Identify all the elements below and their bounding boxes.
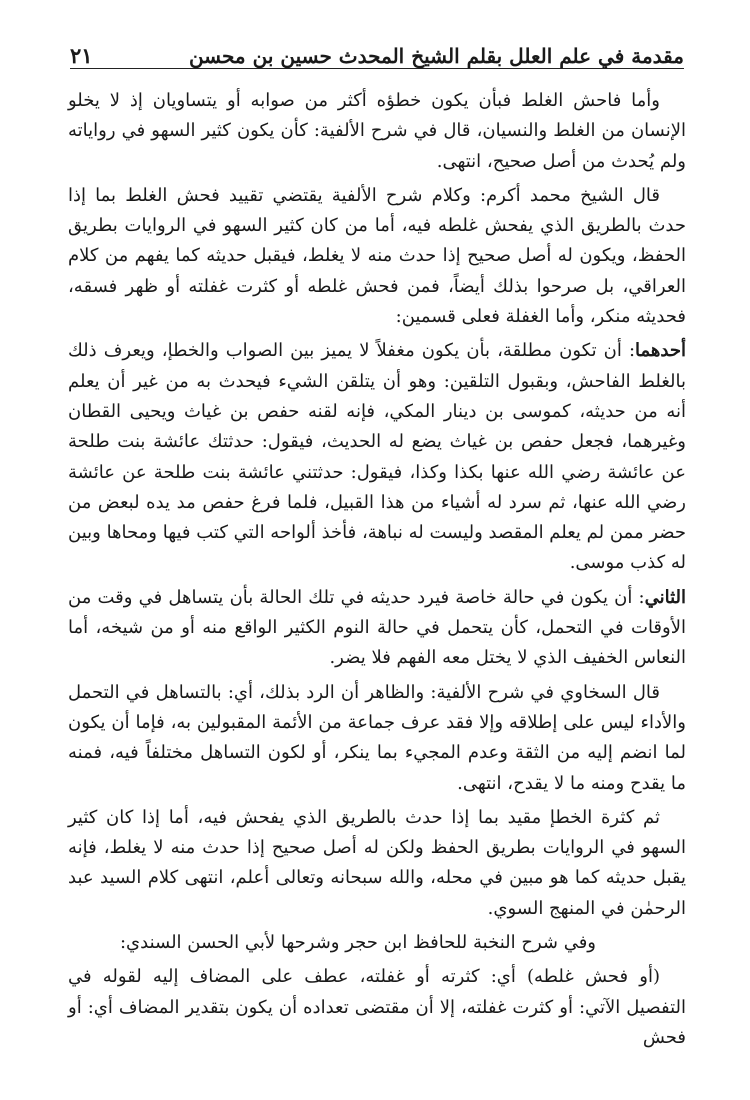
header-title: مقدمة في علم العلل بقلم الشيخ المحدث حسين بن محسن [188, 44, 684, 68]
paragraph [68, 181, 686, 332]
paragraph [68, 962, 686, 1053]
paragraph-text: وأما فاحش الغلط فبأن يكون خطؤه أكثر من صوابه أو يتساويان إذ لا يخلو الإنسان من الغلط والنسيان، قال في شرح الألفية: كأن يكون كثير السهو في رواياته ولم يُحدث من أصل صحيح، انتهى. [68, 90, 686, 172]
paragraph-text: قال السخاوي في شرح الألفية: والظاهر أن الرد بذلك، أي: بالتساهل في التحمل والأداء ليس على إطلاقه وإلا فقد عرف جماعة من الأئمة المقبولين به، فإما أن يكون لما انضم إليه من الثقة وعدم المجيء بما ينكر، أو لكون التساهل مختلفاً فيه، فمنه ما يقدح ومنه ما لا يقدح، انتهى. [68, 681, 686, 794]
paragraph-lead: الثاني [644, 586, 686, 608]
paragraph-text: قال الشيخ محمد أكرم: وكلام شرح الألفية يقتضي تقييد فحش الغلط بما إذا حدث بالطريق الذي يفحش غلطه فيه، أما من كان كثير السهو في الروايات بطريق الحفظ، ويكون له أصل صحيح إذا حدث منه لا يغلط، فيقبل حديثه كما يفهم من كلام العراقي، بل صرحوا بذلك أيضاً، فمن فحش غلطه أو كثرت غفلته أو ظهر فسقه، فحديثه منكر، وأما الغفلة فعلى قسمين: [68, 184, 686, 328]
paragraph-lead: أحدهما [635, 340, 686, 362]
body-text [68, 86, 686, 1057]
paragraph-text: : أن يكون في حالة خاصة فيرد حديثه في تلك الحالة بأن يتساهل في وقت من الأوقات في التحمل، كأن يتحمل في حالة النوم الكثير الواقع منه أو من شيخه، أما النعاس الخفيف الذي لا يختل معه الفهم فلا يضر. [68, 586, 686, 669]
paragraph [68, 803, 686, 924]
paragraph [68, 678, 686, 799]
running-header [70, 34, 684, 69]
paragraph [68, 86, 686, 177]
paragraph-text: ثم كثرة الخطإ مقيد بما إذا حدث بالطريق الذي يفحش فيه، أما إذا كان كثير السهو في الروايات بطريق الحفظ ولكن له أصل صحيح إذا حدث منه لا يغلط، فإنه يقبل حديثه كما هو مبين في محله، والله سبحانه وتعالى أعلم، انتهى كلام السيد عبد الرحمٰن في المنهج السوي. [68, 806, 686, 919]
paragraph [68, 336, 686, 578]
paragraph [68, 928, 686, 958]
paragraph [68, 583, 686, 674]
paragraph-text: وفي شرح النخبة للحافظ ابن حجر وشرحها لأبي الحسن السندي: [119, 932, 596, 954]
paragraph-text: : أن تكون مطلقة، بأن يكون مغفلاً لا يميز بين الصواب والخطإ، ويعرف ذلك بالغلط الفاحش، وبقبول التلقين: وهو أن يتلقن الشيء فيحدث به من غير أن يعلم أنه من حديثه، كموسى بن دينار المكي، فإنه لقنه حفص بن غياث ويحيى القطان وغيرهما، فجعل حفص بن غياث يضع له الحديث، فيقول: حدثتك عائشة بنت طلحة عن عائشة رضي الله عنها بكذا وكذا، فيقول: حدثتني عائشة بنت طلحة عن عائشة رضي الله عنها، ثم سرد له أشياء من هذا القبيل، فلما فرغ حفص مد يده لبعض من حضر ممن لم يعلم المقصد وليست له نباهة، فأخذ ألواحه التي كتب فيها ومحاها وبين له كذب موسى. [68, 340, 686, 574]
page-number: ٢١ [70, 43, 93, 68]
paragraph-text: (أو فحش غلطه) أي: كثرته أو غفلته، عطف على المضاف إليه لقوله في التفصيل الآتي: أو كثرت غفلته، إلا أن مقتضى تعداده أن يكون بتقدير المضاف أي: أو فحش [68, 966, 686, 1048]
